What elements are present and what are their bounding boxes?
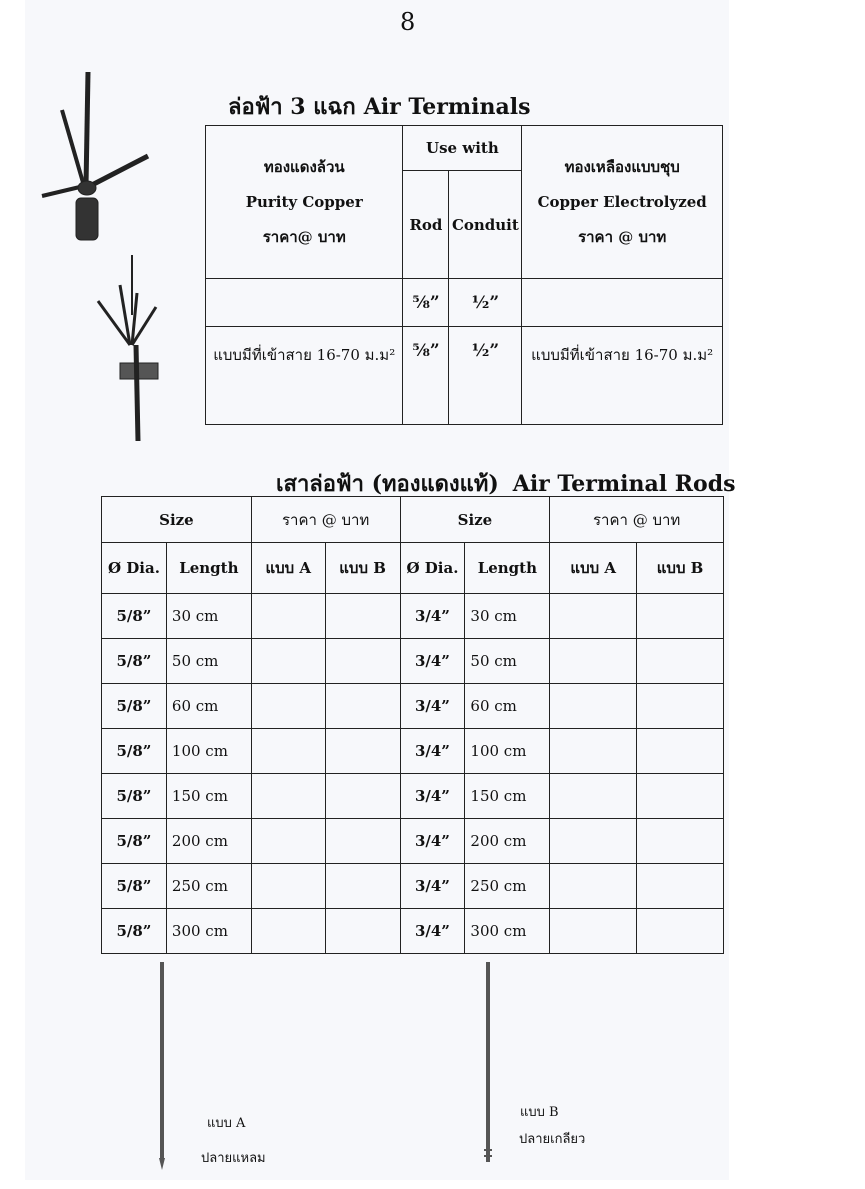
- rod-price-b-left-cell: [325, 774, 400, 819]
- rod-length-left-cell: 100 cm: [166, 729, 251, 774]
- air-terminal-rods-table: [101, 496, 724, 954]
- rod-size-cell: ⅝”: [403, 279, 449, 327]
- dia-header-right: Ø Dia.: [400, 543, 465, 594]
- rod-price-a-right-cell: [550, 864, 637, 909]
- purity-copper-option-cell: แบบมีที่เข้าสาย 16-70 ม.ม²: [206, 327, 403, 425]
- rod-price-b-left-cell: [325, 909, 400, 954]
- purity-copper-english: Purity Copper: [245, 192, 363, 211]
- conduit-size-cell: ½”: [449, 279, 522, 327]
- rod-price-b-left-cell: [325, 639, 400, 684]
- rod-price-b-left-cell: [325, 729, 400, 774]
- rod-price-b-right-cell: [637, 819, 724, 864]
- rod-price-b-left-cell: [325, 819, 400, 864]
- table-row: [102, 819, 724, 864]
- rod-length-left-cell: 300 cm: [166, 909, 251, 954]
- conduit-header: Conduit: [449, 171, 522, 279]
- rod-price-a-left-cell: [251, 684, 325, 729]
- rod-price-a-right-cell: [550, 729, 637, 774]
- type-a-header-right: แบบ A: [550, 543, 637, 594]
- use-with-header: Use with: [403, 126, 522, 171]
- copper-electrolyzed-option-cell: แบบมีที่เข้าสาย 16-70 ม.ม²: [522, 327, 723, 425]
- price-header-left: ราคา @ บาท: [251, 497, 400, 543]
- rod-price-a-right-cell: [550, 684, 637, 729]
- rod-price-a-left-cell: [251, 729, 325, 774]
- section1-title: [228, 89, 531, 124]
- type-b-description: ปลายเกลียว: [519, 1132, 586, 1147]
- rod-price-b-right-cell: [637, 639, 724, 684]
- rod-length-right-cell: 50 cm: [465, 639, 550, 684]
- rod-price-b-left-cell: [325, 864, 400, 909]
- air-terminal-conduit-image: [92, 255, 162, 445]
- rod-price-a-right-cell: [550, 819, 637, 864]
- rod-price-a-left-cell: [251, 774, 325, 819]
- rod-length-right-cell: 100 cm: [465, 729, 550, 774]
- type-b-header-right: แบบ B: [637, 543, 724, 594]
- copper-electrolyzed-price-label: ราคา @ บาท: [578, 227, 667, 246]
- rod-length-right-cell: 150 cm: [465, 774, 550, 819]
- page-number: 8: [400, 8, 416, 36]
- table-row: [102, 729, 724, 774]
- air-terminal-3-prong-image: [38, 68, 153, 248]
- dia-header-left: Ø Dia.: [102, 543, 167, 594]
- table-row: [206, 327, 723, 425]
- purity-copper-price-cell: [206, 279, 403, 327]
- section2-title-english: Air Terminal Rods: [512, 471, 736, 497]
- conduit-size-cell: ½”: [449, 327, 522, 425]
- rod-dia-left-cell: 5/8”: [102, 594, 167, 639]
- type-b-header-left: แบบ B: [325, 543, 400, 594]
- rod-price-a-right-cell: [550, 909, 637, 954]
- rod-length-right-cell: 300 cm: [465, 909, 550, 954]
- copper-electrolyzed-price-cell: [522, 279, 723, 327]
- rod-price-a-right-cell: [550, 639, 637, 684]
- rod-price-a-right-cell: [550, 594, 637, 639]
- section1-title-english: Air Terminals: [363, 94, 531, 120]
- rod-length-left-cell: 50 cm: [166, 639, 251, 684]
- rod-dia-right-cell: 3/4”: [400, 594, 465, 639]
- rod-type-a-image: [152, 962, 172, 1172]
- rod-length-left-cell: 30 cm: [166, 594, 251, 639]
- rod-price-b-right-cell: [637, 909, 724, 954]
- rod-dia-left-cell: 5/8”: [102, 639, 167, 684]
- rod-length-right-cell: 250 cm: [465, 864, 550, 909]
- rod-length-right-cell: 60 cm: [465, 684, 550, 729]
- air-terminals-table: [205, 125, 723, 425]
- rod-price-a-left-cell: [251, 909, 325, 954]
- purity-copper-thai: ทองแดงล้วน: [263, 157, 345, 176]
- table-row: [102, 684, 724, 729]
- rod-price-b-right-cell: [637, 594, 724, 639]
- table-row: [102, 594, 724, 639]
- table-row: [102, 639, 724, 684]
- rod-length-left-cell: 150 cm: [166, 774, 251, 819]
- table-row: [102, 909, 724, 954]
- rod-length-right-cell: 200 cm: [465, 819, 550, 864]
- size-header-left: Size: [102, 497, 252, 543]
- rod-dia-right-cell: 3/4”: [400, 909, 465, 954]
- rod-dia-right-cell: 3/4”: [400, 729, 465, 774]
- table-row: [102, 864, 724, 909]
- table-row: [102, 774, 724, 819]
- copper-electrolyzed-english: Copper Electrolyzed: [537, 192, 707, 211]
- copper-electrolyzed-header: [522, 126, 723, 279]
- rod-price-b-right-cell: [637, 729, 724, 774]
- rod-price-b-right-cell: [637, 774, 724, 819]
- table-row: [206, 279, 723, 327]
- rod-dia-left-cell: 5/8”: [102, 774, 167, 819]
- rod-price-b-right-cell: [637, 684, 724, 729]
- type-a-label: แบบ A: [207, 1116, 246, 1131]
- type-a-header-left: แบบ A: [251, 543, 325, 594]
- rod-price-a-left-cell: [251, 594, 325, 639]
- rod-dia-right-cell: 3/4”: [400, 819, 465, 864]
- rod-price-a-right-cell: [550, 774, 637, 819]
- rod-price-a-left-cell: [251, 639, 325, 684]
- rod-dia-right-cell: 3/4”: [400, 684, 465, 729]
- rod-dia-left-cell: 5/8”: [102, 684, 167, 729]
- rod-length-left-cell: 250 cm: [166, 864, 251, 909]
- rod-price-b-right-cell: [637, 864, 724, 909]
- type-b-label: แบบ B: [520, 1105, 559, 1120]
- size-header-right: Size: [400, 497, 550, 543]
- rod-header: Rod: [403, 171, 449, 279]
- purity-copper-header: [206, 126, 403, 279]
- rod-size-cell: ⅝”: [403, 327, 449, 425]
- price-header-right: ราคา @ บาท: [550, 497, 724, 543]
- rod-length-left-cell: 200 cm: [166, 819, 251, 864]
- rod-dia-left-cell: 5/8”: [102, 864, 167, 909]
- rod-dia-right-cell: 3/4”: [400, 774, 465, 819]
- length-header-right: Length: [465, 543, 550, 594]
- rod-length-right-cell: 30 cm: [465, 594, 550, 639]
- rod-price-b-left-cell: [325, 594, 400, 639]
- rod-dia-left-cell: 5/8”: [102, 729, 167, 774]
- section1-title-thai: ล่อฟ้า 3 แฉก: [228, 94, 356, 120]
- rod-price-a-left-cell: [251, 819, 325, 864]
- rod-dia-left-cell: 5/8”: [102, 909, 167, 954]
- purity-copper-price-label: ราคา@ บาท: [262, 227, 346, 246]
- type-a-description: ปลายแหลม: [201, 1151, 266, 1166]
- rod-dia-right-cell: 3/4”: [400, 639, 465, 684]
- length-header-left: Length: [166, 543, 251, 594]
- section2-title-thai: เสาล่อฟ้า (ทองแดงแท้): [276, 471, 499, 497]
- rod-length-left-cell: 60 cm: [166, 684, 251, 729]
- copper-electrolyzed-thai: ทองเหลืองแบบชุบ: [564, 157, 680, 176]
- rod-price-a-left-cell: [251, 864, 325, 909]
- rod-dia-left-cell: 5/8”: [102, 819, 167, 864]
- rod-price-b-left-cell: [325, 684, 400, 729]
- rod-dia-right-cell: 3/4”: [400, 864, 465, 909]
- rod-type-b-image: [478, 962, 498, 1167]
